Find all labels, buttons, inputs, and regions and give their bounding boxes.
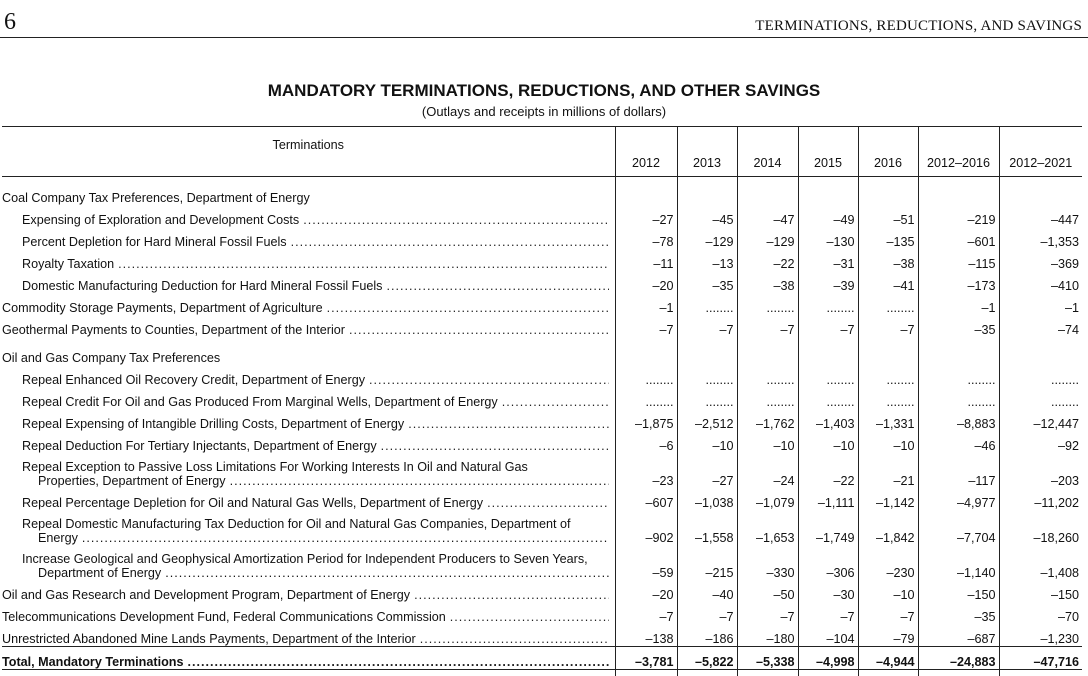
table-subtitle: (Outlays and receipts in millions of dollars) bbox=[0, 104, 1088, 119]
value-cell bbox=[858, 177, 918, 206]
value-cell: ........ bbox=[798, 387, 858, 409]
value-cell: –49 bbox=[798, 205, 858, 227]
row-label bbox=[2, 517, 615, 545]
row-label-text: Repeal Deduction For Tertiary Injectants, Department of Energy bbox=[22, 439, 377, 453]
value-cell: ........ bbox=[798, 293, 858, 315]
value-cell: –23 bbox=[615, 453, 677, 488]
row-label bbox=[2, 496, 615, 510]
row-label bbox=[2, 213, 615, 227]
value-cell bbox=[737, 337, 798, 365]
table-row bbox=[2, 431, 1082, 453]
leader-dots bbox=[327, 301, 609, 315]
value-cell: –687 bbox=[918, 624, 999, 647]
row-label-text: Oil and Gas Research and Development Program, Department of Energy bbox=[2, 588, 410, 602]
table-body bbox=[2, 177, 1082, 676]
value-cell: –135 bbox=[858, 227, 918, 249]
leader-dots bbox=[303, 213, 608, 227]
row-label-cell bbox=[2, 293, 615, 315]
value-cell: ........ bbox=[615, 365, 677, 387]
row-label-cell bbox=[2, 337, 615, 365]
value-cell: –51 bbox=[858, 205, 918, 227]
value-cell: –230 bbox=[858, 545, 918, 580]
row-label-line2 bbox=[22, 474, 609, 488]
row-label bbox=[2, 632, 615, 646]
value-cell bbox=[918, 337, 999, 365]
table-row bbox=[2, 365, 1082, 387]
table-row bbox=[2, 602, 1082, 624]
row-label-cell bbox=[2, 271, 615, 293]
value-cell: –46 bbox=[918, 431, 999, 453]
value-cell: –117 bbox=[918, 453, 999, 488]
value-cell: –6 bbox=[615, 431, 677, 453]
value-cell bbox=[918, 177, 999, 206]
row-label-text: Telecommunications Development Fund, Federal Communications Commission bbox=[2, 610, 446, 624]
value-cell: –7 bbox=[737, 602, 798, 624]
row-label bbox=[2, 417, 615, 431]
value-cell: –31 bbox=[798, 249, 858, 271]
total-label-cell bbox=[2, 647, 615, 670]
value-cell bbox=[615, 177, 677, 206]
row-label-line2 bbox=[22, 531, 609, 545]
total-value-cell: –5,822 bbox=[677, 647, 737, 670]
leader-dots bbox=[408, 417, 608, 431]
row-label-line2-text: Energy bbox=[38, 531, 78, 545]
row-label-text: Repeal Enhanced Oil Recovery Credit, Department of Energy bbox=[22, 373, 365, 387]
value-cell: –70 bbox=[999, 602, 1082, 624]
row-label-cell bbox=[2, 624, 615, 647]
col-header-year: 2014 bbox=[737, 127, 798, 177]
col-header-year: 2013 bbox=[677, 127, 737, 177]
value-cell: –10 bbox=[737, 431, 798, 453]
leader-dots bbox=[381, 439, 609, 453]
value-cell: –59 bbox=[615, 545, 677, 580]
total-label bbox=[2, 655, 615, 669]
value-cell: –24 bbox=[737, 453, 798, 488]
table-row bbox=[2, 453, 1082, 488]
value-cell: –74 bbox=[999, 315, 1082, 337]
value-cell: –1,331 bbox=[858, 409, 918, 431]
value-cell: –180 bbox=[737, 624, 798, 647]
leader-dots bbox=[118, 257, 608, 271]
value-cell: –10 bbox=[858, 580, 918, 602]
value-cell: ........ bbox=[858, 365, 918, 387]
value-cell: –306 bbox=[798, 545, 858, 580]
value-cell: –7 bbox=[615, 602, 677, 624]
value-cell: –79 bbox=[858, 624, 918, 647]
value-cell: ........ bbox=[858, 387, 918, 409]
col-header-year: 2015 bbox=[798, 127, 858, 177]
value-cell: –50 bbox=[737, 580, 798, 602]
leader-dots bbox=[487, 496, 608, 510]
row-label bbox=[2, 460, 615, 488]
row-label-text: Percent Depletion for Hard Mineral Fossil Fuels bbox=[22, 235, 287, 249]
row-label-text: Repeal Percentage Depletion for Oil and Natural Gas Wells, Department of Energy bbox=[22, 496, 483, 510]
value-cell: –27 bbox=[615, 205, 677, 227]
value-cell: –186 bbox=[677, 624, 737, 647]
row-label-line1: Increase Geological and Geophysical Amortization Period for Independent Producers to Seven Years, bbox=[22, 552, 609, 566]
value-cell: –22 bbox=[798, 453, 858, 488]
table-row bbox=[2, 293, 1082, 315]
value-cell: –20 bbox=[615, 580, 677, 602]
leader-dots bbox=[450, 610, 609, 624]
row-label-text: Royalty Taxation bbox=[22, 257, 114, 271]
leader-dots bbox=[386, 279, 608, 293]
value-cell: –1,038 bbox=[677, 488, 737, 510]
value-cell: –1,558 bbox=[677, 510, 737, 545]
value-cell: –607 bbox=[615, 488, 677, 510]
row-label-cell bbox=[2, 177, 615, 206]
value-cell: –8,883 bbox=[918, 409, 999, 431]
value-cell: –1,842 bbox=[858, 510, 918, 545]
table-spacer-row bbox=[2, 670, 1082, 676]
table-row bbox=[2, 488, 1082, 510]
value-cell: –115 bbox=[918, 249, 999, 271]
row-label-text: Expensing of Exploration and Development Costs bbox=[22, 213, 299, 227]
value-cell: –13 bbox=[677, 249, 737, 271]
value-cell: ........ bbox=[737, 387, 798, 409]
value-cell: –41 bbox=[858, 271, 918, 293]
value-cell: –1,749 bbox=[798, 510, 858, 545]
leader-dots bbox=[187, 655, 608, 669]
row-label-line1: Repeal Domestic Manufacturing Tax Deduction for Oil and Natural Gas Companies, Department of bbox=[22, 517, 609, 531]
value-cell: –7 bbox=[858, 602, 918, 624]
value-cell: –7 bbox=[798, 602, 858, 624]
value-cell: –601 bbox=[918, 227, 999, 249]
value-cell: –902 bbox=[615, 510, 677, 545]
row-label-text: Repeal Expensing of Intangible Drilling Costs, Department of Energy bbox=[22, 417, 404, 431]
value-cell: ........ bbox=[737, 365, 798, 387]
value-cell: –215 bbox=[677, 545, 737, 580]
value-cell: –47 bbox=[737, 205, 798, 227]
row-label-line1: Repeal Exception to Passive Loss Limitations For Working Interests In Oil and Natural Gas bbox=[22, 460, 609, 474]
value-cell: –11 bbox=[615, 249, 677, 271]
row-label-cell bbox=[2, 545, 615, 580]
row-label-cell bbox=[2, 510, 615, 545]
row-label-text: Unrestricted Abandoned Mine Lands Payments, Department of the Interior bbox=[2, 632, 416, 646]
table-title: MANDATORY TERMINATIONS, REDUCTIONS, AND OTHER SAVINGS bbox=[0, 81, 1088, 101]
leader-dots bbox=[291, 235, 609, 249]
value-cell: ........ bbox=[677, 387, 737, 409]
table-row bbox=[2, 409, 1082, 431]
value-cell: –130 bbox=[798, 227, 858, 249]
page-number: 6 bbox=[4, 10, 16, 34]
value-cell: –330 bbox=[737, 545, 798, 580]
row-label bbox=[2, 301, 615, 315]
value-cell: –1 bbox=[918, 293, 999, 315]
value-cell: ........ bbox=[858, 293, 918, 315]
value-cell bbox=[999, 177, 1082, 206]
spacer-cell bbox=[999, 670, 1082, 676]
row-label-cell bbox=[2, 602, 615, 624]
col-header-terminations: Terminations bbox=[2, 127, 615, 177]
value-cell: –38 bbox=[858, 249, 918, 271]
value-cell: ........ bbox=[999, 387, 1082, 409]
value-cell: –40 bbox=[677, 580, 737, 602]
value-cell: –4,977 bbox=[918, 488, 999, 510]
row-label-cell bbox=[2, 249, 615, 271]
spacer-cell bbox=[918, 670, 999, 676]
leader-dots bbox=[349, 323, 609, 337]
leader-dots bbox=[502, 395, 609, 409]
value-cell bbox=[615, 337, 677, 365]
value-cell: –92 bbox=[999, 431, 1082, 453]
leader-dots bbox=[420, 632, 609, 646]
table-header-row bbox=[2, 127, 1082, 177]
row-label bbox=[2, 610, 615, 624]
value-cell: –2,512 bbox=[677, 409, 737, 431]
table-row bbox=[2, 315, 1082, 337]
leader-dots bbox=[230, 474, 609, 488]
value-cell: ........ bbox=[999, 365, 1082, 387]
total-value-cell: –24,883 bbox=[918, 647, 999, 670]
value-cell: –219 bbox=[918, 205, 999, 227]
header-rule bbox=[0, 37, 1088, 38]
value-cell: –18,260 bbox=[999, 510, 1082, 545]
value-cell bbox=[999, 337, 1082, 365]
value-cell: –78 bbox=[615, 227, 677, 249]
spacer-cell bbox=[677, 670, 737, 676]
value-cell: –30 bbox=[798, 580, 858, 602]
value-cell: –35 bbox=[677, 271, 737, 293]
value-cell: –1,079 bbox=[737, 488, 798, 510]
table-row bbox=[2, 177, 1082, 206]
leader-dots bbox=[165, 566, 608, 580]
row-label-cell bbox=[2, 488, 615, 510]
value-cell: ........ bbox=[798, 365, 858, 387]
col-header-range: 2012–2021 bbox=[999, 127, 1082, 177]
value-cell: –410 bbox=[999, 271, 1082, 293]
value-cell: ........ bbox=[918, 365, 999, 387]
value-cell bbox=[677, 177, 737, 206]
value-cell: –39 bbox=[798, 271, 858, 293]
value-cell: –45 bbox=[677, 205, 737, 227]
value-cell: –1,140 bbox=[918, 545, 999, 580]
value-cell: ........ bbox=[677, 365, 737, 387]
col-header-year: 2012 bbox=[615, 127, 677, 177]
value-cell: –1,142 bbox=[858, 488, 918, 510]
row-label bbox=[2, 373, 615, 387]
total-value-cell: –5,338 bbox=[737, 647, 798, 670]
value-cell: –7 bbox=[677, 315, 737, 337]
row-label-cell bbox=[2, 315, 615, 337]
value-cell: –20 bbox=[615, 271, 677, 293]
value-cell: –1,408 bbox=[999, 545, 1082, 580]
value-cell: –7,704 bbox=[918, 510, 999, 545]
table-row bbox=[2, 205, 1082, 227]
savings-table bbox=[2, 126, 1082, 676]
table-row bbox=[2, 580, 1082, 602]
value-cell: –1 bbox=[999, 293, 1082, 315]
value-cell: –129 bbox=[677, 227, 737, 249]
value-cell: –1,875 bbox=[615, 409, 677, 431]
value-cell: ........ bbox=[737, 293, 798, 315]
value-cell: –22 bbox=[737, 249, 798, 271]
total-value-cell: –4,998 bbox=[798, 647, 858, 670]
spacer-cell bbox=[798, 670, 858, 676]
total-value-cell: –3,781 bbox=[615, 647, 677, 670]
section-heading: Oil and Gas Company Tax Preferences bbox=[2, 351, 615, 365]
value-cell: –138 bbox=[615, 624, 677, 647]
value-cell: –7 bbox=[737, 315, 798, 337]
value-cell bbox=[737, 177, 798, 206]
row-label bbox=[2, 323, 615, 337]
leader-dots bbox=[82, 531, 609, 545]
value-cell bbox=[798, 337, 858, 365]
table-row bbox=[2, 249, 1082, 271]
value-cell: ........ bbox=[615, 387, 677, 409]
value-cell: –1,653 bbox=[737, 510, 798, 545]
value-cell: –104 bbox=[798, 624, 858, 647]
row-label-cell bbox=[2, 387, 615, 409]
table-row bbox=[2, 510, 1082, 545]
row-label-text: Domestic Manufacturing Deduction for Hard Mineral Fossil Fuels bbox=[22, 279, 382, 293]
row-label-line2-text: Properties, Department of Energy bbox=[38, 474, 226, 488]
value-cell: –11,202 bbox=[999, 488, 1082, 510]
col-header-year: 2016 bbox=[858, 127, 918, 177]
value-cell: –150 bbox=[918, 580, 999, 602]
section-heading: Coal Company Tax Preferences, Department of Energy bbox=[2, 191, 615, 205]
value-cell bbox=[798, 177, 858, 206]
value-cell: –7 bbox=[798, 315, 858, 337]
row-label-cell bbox=[2, 227, 615, 249]
table-row bbox=[2, 624, 1082, 647]
value-cell: –173 bbox=[918, 271, 999, 293]
value-cell: –1,230 bbox=[999, 624, 1082, 647]
row-label bbox=[2, 395, 615, 409]
value-cell: –10 bbox=[677, 431, 737, 453]
value-cell: –150 bbox=[999, 580, 1082, 602]
value-cell: –7 bbox=[615, 315, 677, 337]
leader-dots bbox=[414, 588, 608, 602]
spacer-cell bbox=[858, 670, 918, 676]
value-cell: –27 bbox=[677, 453, 737, 488]
running-head: TERMINATIONS, REDUCTIONS, AND SAVINGS bbox=[755, 18, 1082, 35]
leader-dots bbox=[369, 373, 608, 387]
value-cell: ........ bbox=[677, 293, 737, 315]
table-row bbox=[2, 387, 1082, 409]
value-cell: –38 bbox=[737, 271, 798, 293]
value-cell: –1,353 bbox=[999, 227, 1082, 249]
total-row bbox=[2, 647, 1082, 670]
table-row bbox=[2, 337, 1082, 365]
row-label-line2 bbox=[22, 566, 609, 580]
value-cell: –7 bbox=[858, 315, 918, 337]
table-row bbox=[2, 227, 1082, 249]
spacer-cell bbox=[737, 670, 798, 676]
total-value-cell: –4,944 bbox=[858, 647, 918, 670]
value-cell: –1 bbox=[615, 293, 677, 315]
value-cell: –1,111 bbox=[798, 488, 858, 510]
row-label-cell bbox=[2, 205, 615, 227]
row-label-cell bbox=[2, 580, 615, 602]
value-cell: –35 bbox=[918, 315, 999, 337]
value-cell: –129 bbox=[737, 227, 798, 249]
row-label bbox=[2, 257, 615, 271]
value-cell bbox=[677, 337, 737, 365]
row-label bbox=[2, 588, 615, 602]
row-label-cell bbox=[2, 431, 615, 453]
value-cell: –369 bbox=[999, 249, 1082, 271]
value-cell: ........ bbox=[918, 387, 999, 409]
row-label-cell bbox=[2, 365, 615, 387]
value-cell: –1,403 bbox=[798, 409, 858, 431]
row-label-line2-text: Department of Energy bbox=[38, 566, 161, 580]
row-label bbox=[2, 552, 615, 580]
value-cell: –10 bbox=[798, 431, 858, 453]
total-label-text: Total, Mandatory Terminations bbox=[2, 655, 183, 669]
value-cell: –1,762 bbox=[737, 409, 798, 431]
row-label-text: Repeal Credit For Oil and Gas Produced From Marginal Wells, Department of Energy bbox=[22, 395, 498, 409]
value-cell: –12,447 bbox=[999, 409, 1082, 431]
value-cell: –203 bbox=[999, 453, 1082, 488]
table-row bbox=[2, 271, 1082, 293]
value-cell: –10 bbox=[858, 431, 918, 453]
row-label-text: Commodity Storage Payments, Department of Agriculture bbox=[2, 301, 323, 315]
row-label bbox=[2, 279, 615, 293]
value-cell bbox=[858, 337, 918, 365]
value-cell: –7 bbox=[677, 602, 737, 624]
row-label-text: Geothermal Payments to Counties, Department of the Interior bbox=[2, 323, 345, 337]
value-cell: –447 bbox=[999, 205, 1082, 227]
row-label-cell bbox=[2, 409, 615, 431]
row-label bbox=[2, 235, 615, 249]
row-label bbox=[2, 439, 615, 453]
table-row bbox=[2, 545, 1082, 580]
value-cell: –35 bbox=[918, 602, 999, 624]
total-value-cell: –47,716 bbox=[999, 647, 1082, 670]
value-cell: –21 bbox=[858, 453, 918, 488]
col-header-range: 2012–2016 bbox=[918, 127, 999, 177]
row-label-cell bbox=[2, 453, 615, 488]
spacer-cell bbox=[615, 670, 677, 676]
spacer-cell bbox=[2, 670, 615, 676]
